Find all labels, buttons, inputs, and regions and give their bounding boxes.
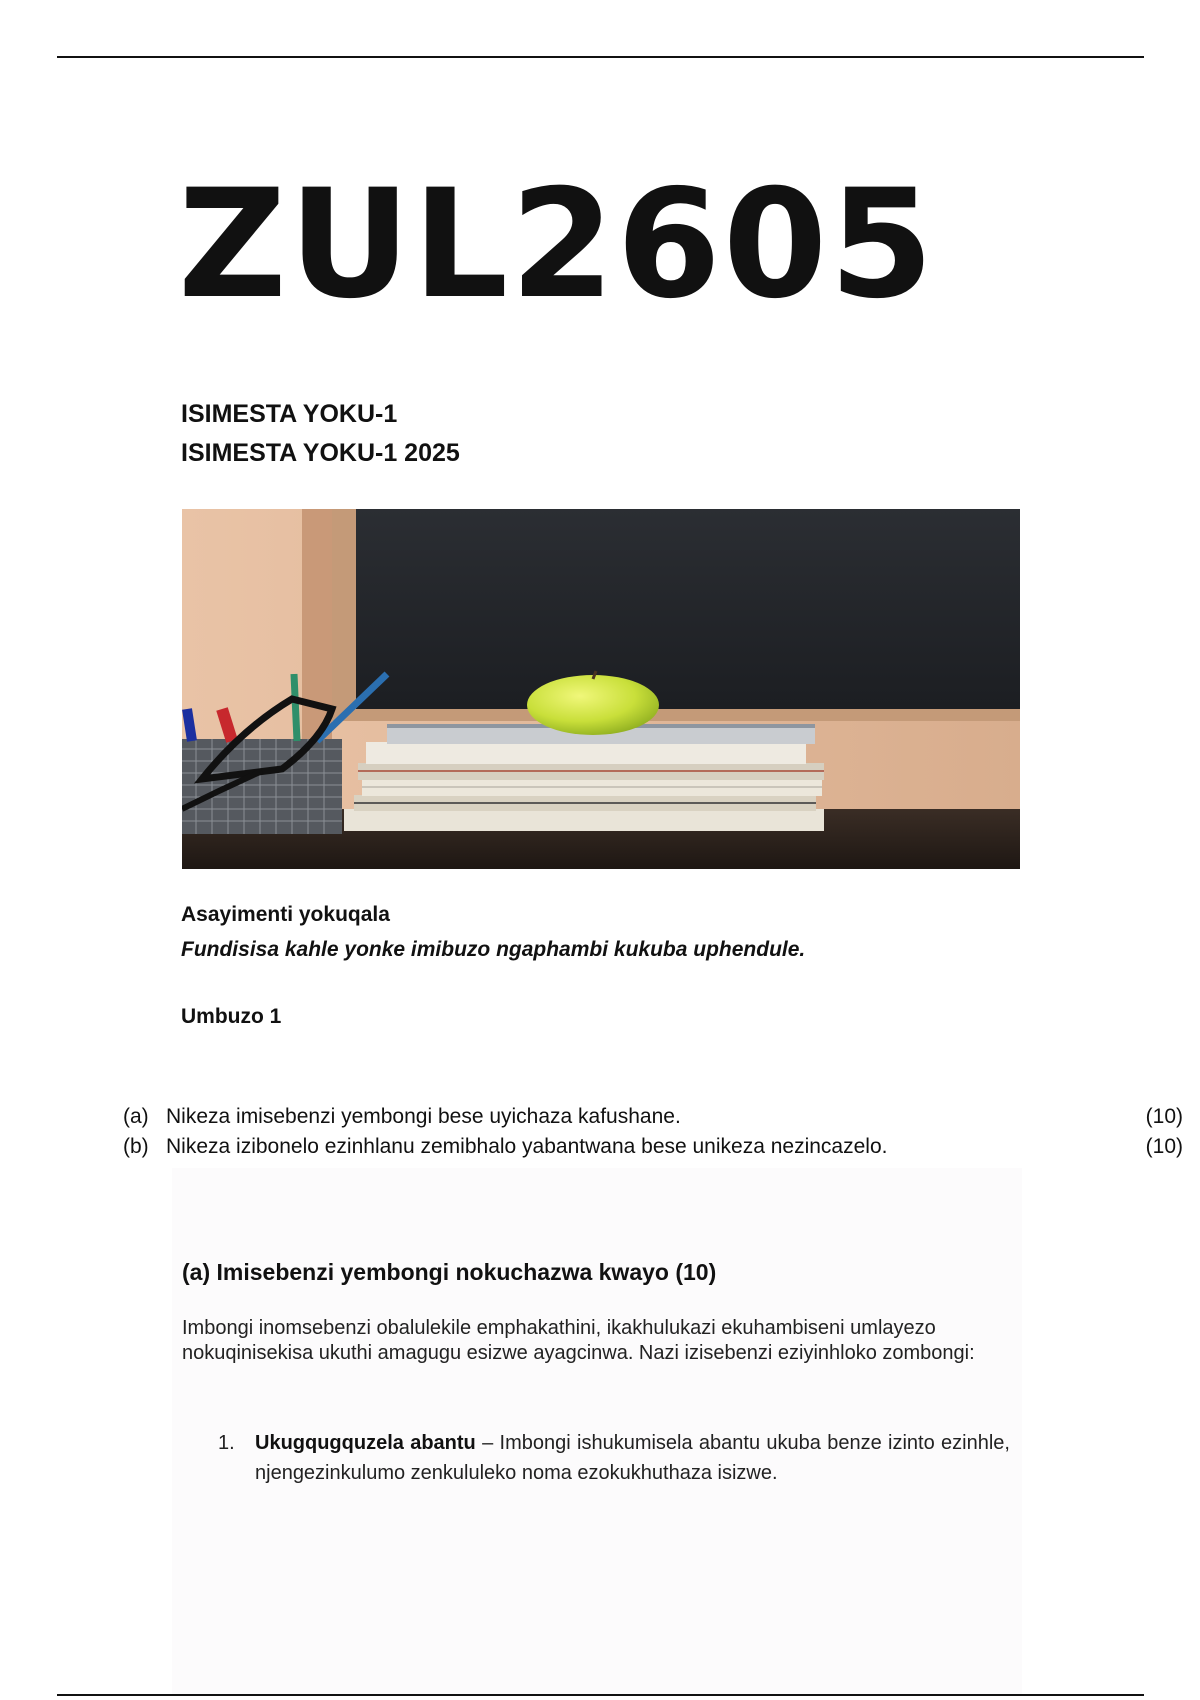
answer-intro: Imbongi inomsebenzi obalulekile emphakathini, ikakhulukazi ekuhambiseni umlayezo nokuqinisekisa ukuthi amagugu esizwe ayagcinwa. Nazi izisebenzi eziyinhloko zombongi: (182, 1317, 975, 1364)
question-b-marks: (10) (1145, 1135, 1183, 1158)
list-item-number: 1. (218, 1432, 235, 1454)
question-title: Umbuzo 1 (181, 1005, 282, 1028)
assignment-instruction: Fundisisa kahle yonke imibuzo ngaphambi kukuba uphendule. (181, 938, 806, 961)
bottom-rule (57, 1694, 1144, 1696)
question-a-letter: (a) (123, 1105, 149, 1128)
question-a-marks: (10) (1145, 1105, 1183, 1128)
top-rule (57, 56, 1144, 58)
course-code: ZUL2605 (178, 158, 936, 332)
list-item-term: Ukugqugquzela abantu (255, 1432, 476, 1454)
semester-line-1: ISIMESTA YOKU-1 (181, 400, 398, 428)
classroom-desk-photo (182, 509, 1020, 869)
semester-line-2: ISIMESTA YOKU-1 2025 (181, 439, 460, 467)
assignment-title: Asayimenti yokuqala (181, 903, 390, 926)
answer-title: (a) Imisebenzi yembongi nokuchazwa kwayo (10) (182, 1259, 717, 1285)
list-item-body (255, 1428, 1010, 1488)
list-item-description: – Imbongi ishukumisela abantu ukuba benze izinto ezinhle, njengezinkulumo zenkululeko noma ezokukhuthaza isizwe. (255, 1432, 1010, 1484)
question-b-letter: (b) (123, 1135, 149, 1158)
question-a-text: Nikeza imisebenzi yembongi bese uyichaza kafushane. (166, 1105, 681, 1128)
question-b-text: Nikeza izibonelo ezinhlanu zemibhalo yabantwana bese unikeza nezincazelo. (166, 1135, 888, 1158)
